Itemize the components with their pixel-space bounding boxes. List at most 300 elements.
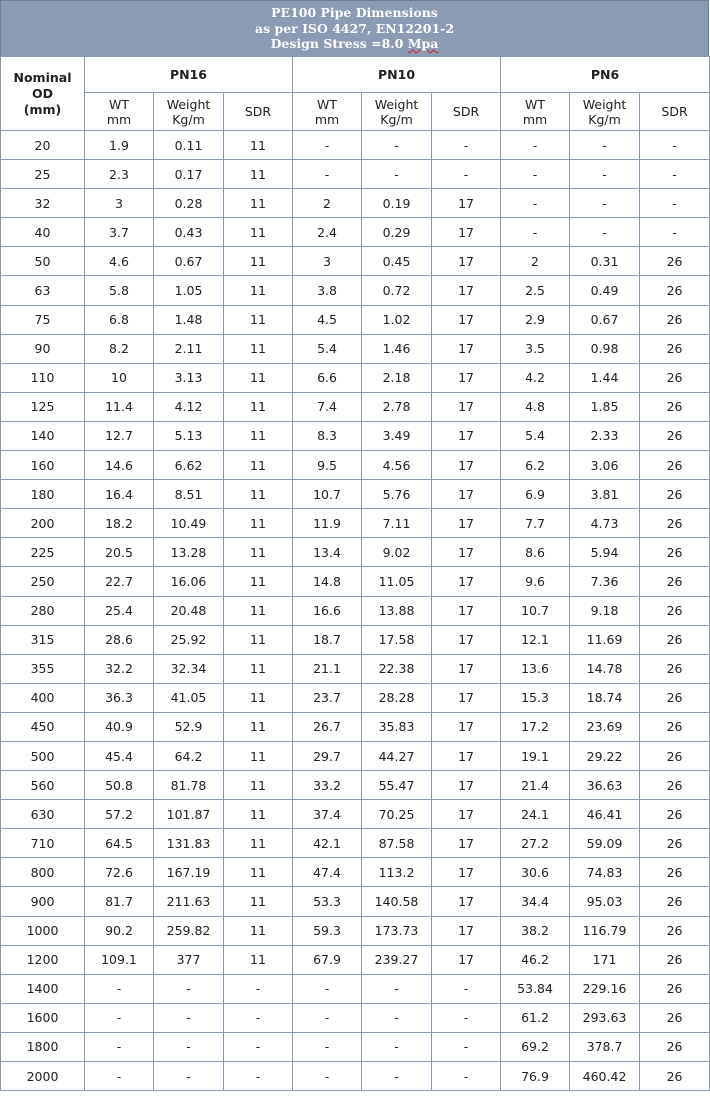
pn10-wt-cell: - bbox=[293, 974, 362, 1003]
pn16-weight-cell: 3.13 bbox=[154, 363, 224, 392]
pn16-sdr-cell: 11 bbox=[224, 509, 293, 538]
pn6-sdr-cell: 26 bbox=[640, 858, 710, 887]
pn16-sdr-cell: 11 bbox=[224, 451, 293, 480]
pn6-sdr-cell: 26 bbox=[640, 974, 710, 1003]
pn10-weight-cell: 5.76 bbox=[362, 480, 432, 509]
pn6-sdr-cell: 26 bbox=[640, 334, 710, 363]
pn6-wt-cell: - bbox=[501, 189, 570, 218]
pn16-sdr-cell: 11 bbox=[224, 480, 293, 509]
pn10-weight-cell: 17.58 bbox=[362, 625, 432, 654]
pn6-sdr-cell: 26 bbox=[640, 1032, 710, 1061]
nominal-od-cell: 1600 bbox=[1, 1003, 85, 1032]
pn6-wt-cell: 69.2 bbox=[501, 1032, 570, 1061]
pn6-wt-cell: 38.2 bbox=[501, 916, 570, 945]
pn6-sdr-cell: 26 bbox=[640, 392, 710, 421]
pn10-sdr-cell: - bbox=[432, 160, 501, 189]
pn16-sdr-cell: - bbox=[224, 1032, 293, 1061]
pn6-weight-cell: 4.73 bbox=[570, 509, 640, 538]
nominal-od-cell: 140 bbox=[1, 421, 85, 450]
table-row bbox=[1, 480, 710, 509]
sdr-header: SDR bbox=[432, 93, 501, 131]
pn16-wt-cell: 11.4 bbox=[85, 392, 154, 421]
pn6-wt-cell: 53.84 bbox=[501, 974, 570, 1003]
pn6-weight-cell: 0.98 bbox=[570, 334, 640, 363]
nominal-od-cell: 315 bbox=[1, 625, 85, 654]
pipe-dimensions-table bbox=[0, 56, 710, 1091]
table-row bbox=[1, 218, 710, 247]
pn16-wt-cell: 28.6 bbox=[85, 625, 154, 654]
weight-header-line: Kg/m bbox=[380, 111, 413, 127]
pn10-sdr-cell: 17 bbox=[432, 712, 501, 741]
pn16-weight-cell: 20.48 bbox=[154, 596, 224, 625]
pn16-weight-cell: 0.11 bbox=[154, 131, 224, 160]
pn6-sdr-cell: 26 bbox=[640, 421, 710, 450]
pn6-sdr-cell: - bbox=[640, 189, 710, 218]
pn16-weight-cell: 25.92 bbox=[154, 625, 224, 654]
pn6-weight-cell: 14.78 bbox=[570, 654, 640, 683]
table-row bbox=[1, 829, 710, 858]
pn10-sdr-cell: 17 bbox=[432, 363, 501, 392]
pn6-weight-cell: 9.18 bbox=[570, 596, 640, 625]
pn6-wt-cell: 8.6 bbox=[501, 538, 570, 567]
subtitle-standards: as per ISO 4427, EN12201-2 bbox=[254, 20, 455, 36]
pn16-sdr-cell: 11 bbox=[224, 712, 293, 741]
pn16-weight-cell: 101.87 bbox=[154, 800, 224, 829]
pn10-sdr-cell: 17 bbox=[432, 334, 501, 363]
pn10-wt-cell: 10.7 bbox=[293, 480, 362, 509]
table-row bbox=[1, 538, 710, 567]
pn10-weight-cell: - bbox=[362, 974, 432, 1003]
table-row bbox=[1, 712, 710, 741]
pn6-weight-cell: 0.67 bbox=[570, 305, 640, 334]
pn6-sdr-cell: 26 bbox=[640, 800, 710, 829]
pn6-wt-cell: 61.2 bbox=[501, 1003, 570, 1032]
pn6-wt-cell: 46.2 bbox=[501, 945, 570, 974]
pn10-weight-cell: 113.2 bbox=[362, 858, 432, 887]
pn6-wt-cell: - bbox=[501, 131, 570, 160]
pn6-weight-cell: 74.83 bbox=[570, 858, 640, 887]
pn6-sdr-cell: 26 bbox=[640, 654, 710, 683]
pn10-wt-cell: 67.9 bbox=[293, 945, 362, 974]
pn16-sdr-cell: - bbox=[224, 974, 293, 1003]
pn16-sdr-cell: 11 bbox=[224, 189, 293, 218]
nominal-od-cell: 125 bbox=[1, 392, 85, 421]
pn6-sdr-cell: 26 bbox=[640, 276, 710, 305]
pn16-wt-cell: 1.9 bbox=[85, 131, 154, 160]
nominal-od-cell: 250 bbox=[1, 567, 85, 596]
pn10-wt-cell: 37.4 bbox=[293, 800, 362, 829]
pn16-wt-cell: 14.6 bbox=[85, 451, 154, 480]
pn10-weight-cell: 173.73 bbox=[362, 916, 432, 945]
pn16-sdr-cell: - bbox=[224, 1003, 293, 1032]
pn10-sdr-cell: 17 bbox=[432, 247, 501, 276]
pn16-wt-cell: 90.2 bbox=[85, 916, 154, 945]
pn16-weight-cell: 1.48 bbox=[154, 305, 224, 334]
pn16-weight-cell: 0.28 bbox=[154, 189, 224, 218]
wt-header-line: WT bbox=[525, 96, 546, 112]
pn6-sdr-cell: 26 bbox=[640, 683, 710, 712]
pn10-sdr-cell: 17 bbox=[432, 451, 501, 480]
pn16-sdr-cell: 11 bbox=[224, 160, 293, 189]
pn6-sdr-cell: 26 bbox=[640, 596, 710, 625]
pn16-wt-cell: 20.5 bbox=[85, 538, 154, 567]
pn6-sdr-cell: - bbox=[640, 218, 710, 247]
pn10-sdr-cell: 17 bbox=[432, 741, 501, 770]
pn6-wt-cell: 15.3 bbox=[501, 683, 570, 712]
pn16-wt-cell: 32.2 bbox=[85, 654, 154, 683]
pn16-weight-cell: 10.49 bbox=[154, 509, 224, 538]
pn16-wt-cell: 36.3 bbox=[85, 683, 154, 712]
pn10-weight-cell: 140.58 bbox=[362, 887, 432, 916]
nominal-od-cell: 225 bbox=[1, 538, 85, 567]
pn10-weight-cell: 35.83 bbox=[362, 712, 432, 741]
nominal-od-cell: 630 bbox=[1, 800, 85, 829]
pn6-weight-cell: - bbox=[570, 131, 640, 160]
pn16-sdr-cell: 11 bbox=[224, 596, 293, 625]
pn16-weight-cell: 32.34 bbox=[154, 654, 224, 683]
nominal-od-cell: 450 bbox=[1, 712, 85, 741]
pn6-weight-cell: - bbox=[570, 160, 640, 189]
pn10-wt-cell: - bbox=[293, 1032, 362, 1061]
table-row bbox=[1, 741, 710, 770]
pn16-weight-cell: 2.11 bbox=[154, 334, 224, 363]
pn6-sdr-cell: 26 bbox=[640, 712, 710, 741]
pn16-wt-cell: 57.2 bbox=[85, 800, 154, 829]
pn6-sdr-cell: - bbox=[640, 160, 710, 189]
pn10-sdr-cell: - bbox=[432, 974, 501, 1003]
pn16-weight-cell: 81.78 bbox=[154, 771, 224, 800]
nominal-od-cell: 1800 bbox=[1, 1032, 85, 1061]
nominal-od-cell: 900 bbox=[1, 887, 85, 916]
pn10-wt-cell: 33.2 bbox=[293, 771, 362, 800]
pn10-sdr-cell: 17 bbox=[432, 945, 501, 974]
nominal-od-cell: 710 bbox=[1, 829, 85, 858]
pn10-sdr-cell: 17 bbox=[432, 305, 501, 334]
pn6-weight-cell: 46.41 bbox=[570, 800, 640, 829]
wt-header-line: WT bbox=[317, 96, 338, 112]
pn10-weight-cell: 0.45 bbox=[362, 247, 432, 276]
table-row bbox=[1, 625, 710, 654]
pn10-wt-cell: - bbox=[293, 1003, 362, 1032]
pn10-weight-cell: 22.38 bbox=[362, 654, 432, 683]
group-header-pn6: PN6 bbox=[501, 57, 710, 93]
pn10-wt-cell: 4.5 bbox=[293, 305, 362, 334]
pn6-sdr-cell: 26 bbox=[640, 945, 710, 974]
pn16-sdr-cell: 11 bbox=[224, 538, 293, 567]
pn6-wt-cell: 4.8 bbox=[501, 392, 570, 421]
pn16-weight-cell: 52.9 bbox=[154, 712, 224, 741]
table-row bbox=[1, 945, 710, 974]
pn10-wt-cell: - bbox=[293, 131, 362, 160]
nominal-od-cell: 25 bbox=[1, 160, 85, 189]
pn6-wt-cell: 17.2 bbox=[501, 712, 570, 741]
pn16-sdr-cell: 11 bbox=[224, 421, 293, 450]
pn10-wt-cell: 13.4 bbox=[293, 538, 362, 567]
nominal-od-cell: 355 bbox=[1, 654, 85, 683]
pn10-sdr-cell: 17 bbox=[432, 654, 501, 683]
pn10-wt-cell: 21.1 bbox=[293, 654, 362, 683]
pn6-weight-cell: 29.22 bbox=[570, 741, 640, 770]
pn10-weight-cell: 3.49 bbox=[362, 421, 432, 450]
pn6-wt-cell: 10.7 bbox=[501, 596, 570, 625]
pn10-wt-cell: 9.5 bbox=[293, 451, 362, 480]
pn10-wt-cell: 59.3 bbox=[293, 916, 362, 945]
pn16-sdr-cell: 11 bbox=[224, 829, 293, 858]
od-header-line: Nominal bbox=[13, 69, 72, 85]
nominal-od-cell: 1400 bbox=[1, 974, 85, 1003]
pn16-wt-cell: 22.7 bbox=[85, 567, 154, 596]
pn6-weight-cell: 460.42 bbox=[570, 1062, 640, 1091]
pn10-sdr-cell: 17 bbox=[432, 218, 501, 247]
pn16-sdr-cell: 11 bbox=[224, 305, 293, 334]
pn6-weight-cell: 7.36 bbox=[570, 567, 640, 596]
table-row bbox=[1, 800, 710, 829]
nominal-od-cell: 50 bbox=[1, 247, 85, 276]
pn6-wt-cell: 34.4 bbox=[501, 887, 570, 916]
pn10-weight-cell: 239.27 bbox=[362, 945, 432, 974]
pn10-sdr-cell: 17 bbox=[432, 509, 501, 538]
pn6-weight-cell: 36.63 bbox=[570, 771, 640, 800]
pn6-weight-cell: 171 bbox=[570, 945, 640, 974]
pn16-wt-cell: 3 bbox=[85, 189, 154, 218]
pn6-sdr-cell: 26 bbox=[640, 363, 710, 392]
pn10-wt-cell: 2.4 bbox=[293, 218, 362, 247]
pn16-weight-cell: 6.62 bbox=[154, 451, 224, 480]
table-row bbox=[1, 392, 710, 421]
pn10-weight-cell: 0.72 bbox=[362, 276, 432, 305]
pn10-sdr-cell: 17 bbox=[432, 625, 501, 654]
pn16-sdr-cell: 11 bbox=[224, 131, 293, 160]
wt-header bbox=[293, 93, 362, 131]
pn16-weight-cell: 13.28 bbox=[154, 538, 224, 567]
nominal-od-cell: 500 bbox=[1, 741, 85, 770]
pn10-sdr-cell: 17 bbox=[432, 276, 501, 305]
pn16-weight-cell: - bbox=[154, 974, 224, 1003]
pn6-wt-cell: 2 bbox=[501, 247, 570, 276]
table-row bbox=[1, 1032, 710, 1061]
pn6-weight-cell: 3.81 bbox=[570, 480, 640, 509]
pn10-sdr-cell: 17 bbox=[432, 421, 501, 450]
pn10-weight-cell: 70.25 bbox=[362, 800, 432, 829]
pn6-weight-cell: 1.85 bbox=[570, 392, 640, 421]
pn16-weight-cell: 167.19 bbox=[154, 858, 224, 887]
pn10-wt-cell: 6.6 bbox=[293, 363, 362, 392]
pn16-weight-cell: - bbox=[154, 1032, 224, 1061]
pn6-sdr-cell: 26 bbox=[640, 625, 710, 654]
table-row bbox=[1, 887, 710, 916]
pn10-weight-cell: - bbox=[362, 1032, 432, 1061]
pn10-wt-cell: 23.7 bbox=[293, 683, 362, 712]
pn16-sdr-cell: 11 bbox=[224, 392, 293, 421]
pn16-sdr-cell: 11 bbox=[224, 916, 293, 945]
pn6-sdr-cell: 26 bbox=[640, 451, 710, 480]
pn6-wt-cell: - bbox=[501, 160, 570, 189]
pn16-sdr-cell: 11 bbox=[224, 683, 293, 712]
pn10-sdr-cell: - bbox=[432, 131, 501, 160]
pn16-wt-cell: 45.4 bbox=[85, 741, 154, 770]
weight-header bbox=[154, 93, 224, 131]
pn16-sdr-cell: 11 bbox=[224, 945, 293, 974]
pn6-wt-cell: 27.2 bbox=[501, 829, 570, 858]
pn16-wt-cell: 16.4 bbox=[85, 480, 154, 509]
pn10-wt-cell: 5.4 bbox=[293, 334, 362, 363]
pn16-wt-cell: 3.7 bbox=[85, 218, 154, 247]
pn10-weight-cell: 0.29 bbox=[362, 218, 432, 247]
pn6-wt-cell: 76.9 bbox=[501, 1062, 570, 1091]
pn6-wt-cell: 7.7 bbox=[501, 509, 570, 538]
pn6-weight-cell: 5.94 bbox=[570, 538, 640, 567]
pn16-sdr-cell: 11 bbox=[224, 625, 293, 654]
pn10-wt-cell: 14.8 bbox=[293, 567, 362, 596]
pn16-weight-cell: 211.63 bbox=[154, 887, 224, 916]
pn10-sdr-cell: 17 bbox=[432, 538, 501, 567]
pn16-weight-cell: 1.05 bbox=[154, 276, 224, 305]
pn6-wt-cell: 13.6 bbox=[501, 654, 570, 683]
pn16-wt-cell: 64.5 bbox=[85, 829, 154, 858]
wt-header bbox=[85, 93, 154, 131]
pn16-sdr-cell: 11 bbox=[224, 741, 293, 770]
pn10-weight-cell: 55.47 bbox=[362, 771, 432, 800]
pn16-weight-cell: - bbox=[154, 1003, 224, 1032]
table-row bbox=[1, 509, 710, 538]
pn10-weight-cell: - bbox=[362, 1003, 432, 1032]
table-row bbox=[1, 567, 710, 596]
weight-header-line: Weight bbox=[166, 96, 211, 112]
wt-header-line: mm bbox=[106, 111, 132, 127]
table-row bbox=[1, 131, 710, 160]
nominal-od-cell: 32 bbox=[1, 189, 85, 218]
pn16-weight-cell: 16.06 bbox=[154, 567, 224, 596]
pn16-sdr-cell: 11 bbox=[224, 800, 293, 829]
pn16-wt-cell: 18.2 bbox=[85, 509, 154, 538]
pn16-wt-cell: 6.8 bbox=[85, 305, 154, 334]
pn10-wt-cell: 3 bbox=[293, 247, 362, 276]
pn6-wt-cell: 9.6 bbox=[501, 567, 570, 596]
table-title-banner bbox=[0, 0, 709, 56]
pn10-weight-cell: 13.88 bbox=[362, 596, 432, 625]
weight-header-line: Weight bbox=[582, 96, 627, 112]
table-row bbox=[1, 771, 710, 800]
pn10-sdr-cell: - bbox=[432, 1032, 501, 1061]
pn6-weight-cell: 0.49 bbox=[570, 276, 640, 305]
pn16-wt-cell: - bbox=[85, 1032, 154, 1061]
pn6-wt-cell: - bbox=[501, 218, 570, 247]
table-row bbox=[1, 1003, 710, 1032]
pn10-weight-cell: - bbox=[362, 160, 432, 189]
pn6-wt-cell: 19.1 bbox=[501, 741, 570, 770]
pn6-sdr-cell: 26 bbox=[640, 247, 710, 276]
pn16-sdr-cell: - bbox=[224, 1062, 293, 1091]
pn16-wt-cell: 40.9 bbox=[85, 712, 154, 741]
pn6-sdr-cell: 26 bbox=[640, 916, 710, 945]
pn10-sdr-cell: 17 bbox=[432, 800, 501, 829]
pn10-weight-cell: 2.18 bbox=[362, 363, 432, 392]
wt-header-line: mm bbox=[314, 111, 340, 127]
pn10-weight-cell: 11.05 bbox=[362, 567, 432, 596]
pn10-weight-cell: 44.27 bbox=[362, 741, 432, 770]
pn10-wt-cell: 47.4 bbox=[293, 858, 362, 887]
pn6-weight-cell: - bbox=[570, 218, 640, 247]
pn6-wt-cell: 4.2 bbox=[501, 363, 570, 392]
pn16-weight-cell: 41.05 bbox=[154, 683, 224, 712]
pn6-wt-cell: 12.1 bbox=[501, 625, 570, 654]
table-row bbox=[1, 334, 710, 363]
group-header-pn10: PN10 bbox=[293, 57, 501, 93]
pn6-sdr-cell: 26 bbox=[640, 741, 710, 770]
pn16-wt-cell: 25.4 bbox=[85, 596, 154, 625]
pn6-weight-cell: 23.69 bbox=[570, 712, 640, 741]
pn10-weight-cell: 9.02 bbox=[362, 538, 432, 567]
pn10-wt-cell: 16.6 bbox=[293, 596, 362, 625]
pn10-sdr-cell: 17 bbox=[432, 480, 501, 509]
pn6-weight-cell: 0.31 bbox=[570, 247, 640, 276]
table-row bbox=[1, 974, 710, 1003]
table-row bbox=[1, 247, 710, 276]
pn10-wt-cell: 11.9 bbox=[293, 509, 362, 538]
pn6-sdr-cell: - bbox=[640, 131, 710, 160]
pn16-wt-cell: 10 bbox=[85, 363, 154, 392]
wt-header bbox=[501, 93, 570, 131]
design-stress-text: Design Stress =8.0 bbox=[270, 36, 408, 51]
pn6-wt-cell: 21.4 bbox=[501, 771, 570, 800]
pn16-weight-cell: 5.13 bbox=[154, 421, 224, 450]
nominal-od-cell: 1200 bbox=[1, 945, 85, 974]
pn10-sdr-cell: 17 bbox=[432, 887, 501, 916]
pn16-sdr-cell: 11 bbox=[224, 654, 293, 683]
nominal-od-cell: 110 bbox=[1, 363, 85, 392]
pn10-wt-cell: 7.4 bbox=[293, 392, 362, 421]
pn10-sdr-cell: - bbox=[432, 1062, 501, 1091]
weight-header-line: Kg/m bbox=[172, 111, 205, 127]
pn10-weight-cell: 87.58 bbox=[362, 829, 432, 858]
pn16-wt-cell: 109.1 bbox=[85, 945, 154, 974]
pn10-weight-cell: 0.19 bbox=[362, 189, 432, 218]
pn6-weight-cell: 18.74 bbox=[570, 683, 640, 712]
pn10-wt-cell: - bbox=[293, 1062, 362, 1091]
pn10-wt-cell: 18.7 bbox=[293, 625, 362, 654]
pn6-sdr-cell: 26 bbox=[640, 771, 710, 800]
pn16-weight-cell: 8.51 bbox=[154, 480, 224, 509]
table-row bbox=[1, 189, 710, 218]
pn6-sdr-cell: 26 bbox=[640, 1003, 710, 1032]
pn10-sdr-cell: 17 bbox=[432, 771, 501, 800]
table-row bbox=[1, 276, 710, 305]
nominal-od-cell: 800 bbox=[1, 858, 85, 887]
pn10-sdr-cell: 17 bbox=[432, 392, 501, 421]
pn16-weight-cell: 64.2 bbox=[154, 741, 224, 770]
table-row bbox=[1, 858, 710, 887]
table-row bbox=[1, 305, 710, 334]
pn10-weight-cell: 4.56 bbox=[362, 451, 432, 480]
pn16-wt-cell: 8.2 bbox=[85, 334, 154, 363]
pn10-wt-cell: 42.1 bbox=[293, 829, 362, 858]
od-header-line: OD bbox=[31, 85, 53, 101]
nominal-od-cell: 20 bbox=[1, 131, 85, 160]
group-header-pn16: PN16 bbox=[85, 57, 293, 93]
wt-header-line: WT bbox=[109, 96, 129, 112]
pn10-weight-cell: 2.78 bbox=[362, 392, 432, 421]
pn16-sdr-cell: 11 bbox=[224, 567, 293, 596]
pn16-wt-cell: - bbox=[85, 1062, 154, 1091]
pn16-wt-cell: 81.7 bbox=[85, 887, 154, 916]
pn16-weight-cell: 259.82 bbox=[154, 916, 224, 945]
table-row bbox=[1, 683, 710, 712]
pn6-sdr-cell: 26 bbox=[640, 480, 710, 509]
nominal-od-cell: 40 bbox=[1, 218, 85, 247]
pn16-wt-cell: - bbox=[85, 974, 154, 1003]
pn16-sdr-cell: 11 bbox=[224, 334, 293, 363]
sdr-header: SDR bbox=[640, 93, 710, 131]
